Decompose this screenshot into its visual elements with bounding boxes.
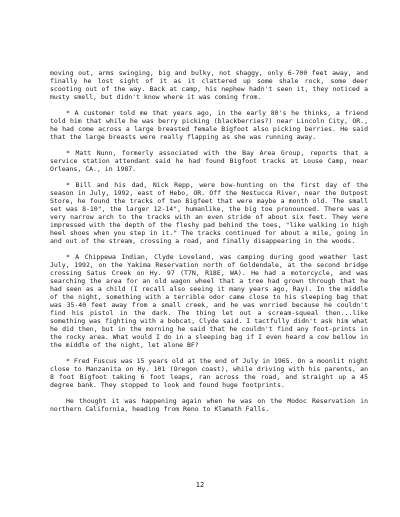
paragraph-bow-hunting: * Bill and his dad, Nick Repp, were bow-hunting on the first day of the season in July, 1992, east of Hebo, OR. Off the Nestucca River, near the Outpost Store, he found the tracks of two Bigfeet that were maybe a month old. The small set was 8-10", the larger 12-14", humanlike, the big toe pronounced. There was a very narrow arch to the tracks with an even stride of about six feet. They were impressed with the depth of the fleshy pad behind the toes, "like walking in high heel shoes when you step in it." The tracks continued for about a mile, going in and out of the stream, crossing a road, and finally disappearing in the woods. (50, 181, 368, 245)
paragraph-yakima: * A Chippewa Indian, Clyde Loveland, was camping during good weather last July, 1992, on the Yakima Reservation north of Goldendale, at the second bridge crossing Satus Creek on Hy. 97 (T7N, R18E, WA). He had a motorcycle, and was searching the area for an old wagon wheel that a tree had grown through that he had seen as a child (I recall also seeing it many years ago, Ray). In the middle of the night, something with a terrible odor came close to his sleeping bag that was 35-40 feet away from a small creek, and he was worried because he couldn't find his pistol in the dark. The thing let out a scream-squeal then...like something was fighting with a bobcat, Clyde said. I tactfully didn't ask him what he did then, but in the morning he said that he couldn't find any foot-prints in the rocky area. What would I do in a sleeping bag if I even heard a cow bellow in the middle of the night, let alone BF? (50, 253, 368, 349)
body-text (50, 69, 368, 421)
paragraph-berry-picking: * A customer told me that years ago, in the early 80's he thinks, a friend told him that while he was berry picking (blackberries?) near Lincoln City, OR., he had come across a large breasted female Bigfoot also picking berries. He said that the large breasts were really flapping as she was running away. (50, 109, 368, 141)
paragraph-manzanita: * Fred Fuscus was 15 years old at the end of July in 1965. On a moonlit night close to Manzanita on Hy. 101 (Oregon coast), while driving with his parents, an 8 foot Bigfoot taking 6 foot leaps, ran across the road, and straight up a 45 degree bank. They stopped to look and found huge footprints. (50, 357, 368, 389)
paragraph-louse-camp: * Matt Nunn, formerly associated with the Bay Area Group, reports that a service station attendant said he had found Bigfoot tracks at Louse Camp, near Orleans, CA., in 1987. (50, 149, 368, 173)
paragraph-modoc: He thought it was happening again when he was on the Modoc Reservation in northern California, heading from Reno to Klamath Falls. (50, 397, 368, 413)
paragraph-continuation: moving out, arms swinging, big and bulky, not shaggy, only 6-700 feet away, and finally he lost sight of it as it clattered up some shale rock, some deer scooting out of the way. Back at camp, his nephew hadn't seen it, they noticed a musty smell, but didn't know where it was coming from. (50, 69, 368, 101)
page-number: 12 (195, 481, 205, 489)
